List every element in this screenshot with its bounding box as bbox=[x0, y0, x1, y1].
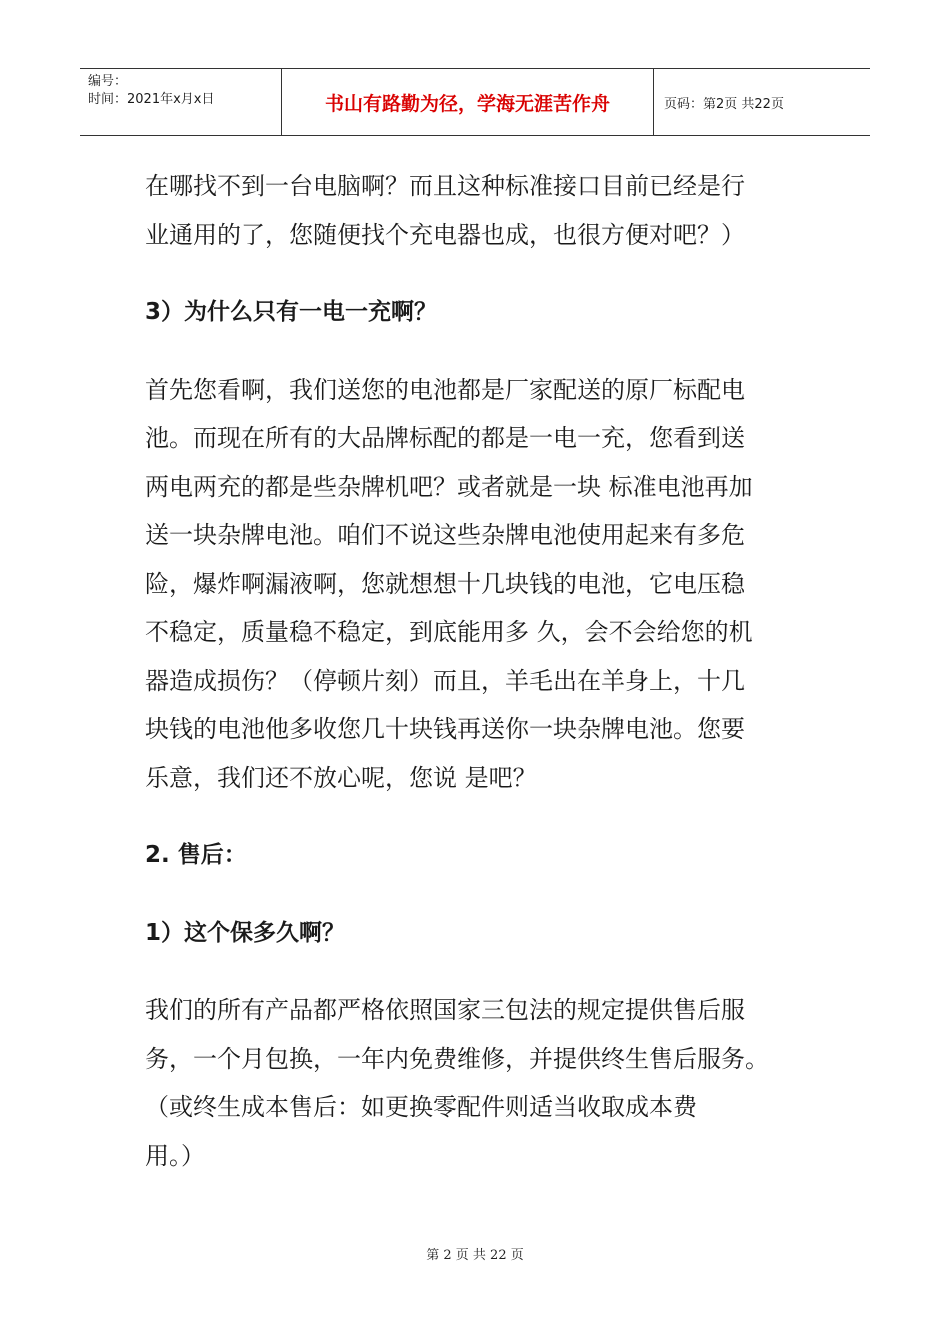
paragraph-line: 我们的所有产品都严格依照国家三包法的规定提供售后服 bbox=[145, 996, 745, 1024]
section-heading-after-sales: 2. 售后： bbox=[145, 842, 247, 868]
header-meta-cell bbox=[80, 69, 282, 135]
paragraph-line: 用。） bbox=[145, 1141, 205, 1170]
paragraph-line: 首先您看啊，我们送您的电池都是厂家配送的原厂标配电 bbox=[145, 375, 745, 404]
paragraph-spacer bbox=[145, 880, 810, 909]
paragraph-line: 池。而现在所有的大品牌标配的都是一电一充，您看到送 bbox=[145, 424, 745, 452]
header-motto-cell bbox=[282, 69, 654, 135]
paragraph-line: 险，爆炸啊漏液啊，您就想想十几块钱的电池，它电压稳 bbox=[145, 569, 745, 598]
paragraph-line: 两电两充的都是些杂牌机吧？或者就是一块 标准电池再加 bbox=[145, 472, 753, 501]
page-info: 页码：第2页 共22页 bbox=[664, 96, 784, 112]
paragraph-line: 在哪找不到一台电脑啊？而且这种标准接口目前已经是行 bbox=[145, 172, 745, 200]
page-footer: 第 2 页 共 22 页 bbox=[426, 1248, 524, 1263]
header-page-cell bbox=[654, 69, 870, 135]
paragraph-line: 器造成损伤？（停顿片刻）而且，羊毛出在羊身上，十几 bbox=[145, 666, 745, 695]
paragraph-line: 块钱的电池他多收您几十块钱再送你一块杂牌电池。您要 bbox=[145, 715, 745, 743]
paragraph-line: 务，一个月包换，一年内免费维修，并提供终生售后服务。 bbox=[145, 1044, 769, 1073]
paragraph-line: 不稳定，质量稳不稳定，到底能用多 久，会不会给您的机 bbox=[145, 618, 753, 646]
question-heading-3: 3）为什么只有一电一充啊？ bbox=[145, 299, 438, 325]
paragraph-line: 业通用的了，您随便找个充电器也成，也很方便对吧？） bbox=[145, 220, 745, 249]
document-body bbox=[145, 162, 810, 1180]
paragraph-line: （或终生成本售后：如更换零配件则适当收取成本费 bbox=[145, 1093, 697, 1121]
paragraph-spacer bbox=[145, 259, 810, 288]
paragraph-spacer bbox=[145, 337, 810, 366]
paragraph-line: 送一块杂牌电池。咱们不说这些杂牌电池使用起来有多危 bbox=[145, 521, 745, 549]
header-table bbox=[80, 68, 870, 136]
motto-text: 书山有路勤为径，学海无涯苦作舟 bbox=[324, 92, 610, 115]
question-heading-1: 1）这个保多久啊？ bbox=[145, 919, 346, 946]
serial-label: 编号： bbox=[88, 74, 128, 89]
paragraph-spacer bbox=[145, 957, 810, 986]
paragraph-line: 乐意，我们还不放心呢，您说 是吧？ bbox=[145, 763, 537, 792]
paragraph-spacer bbox=[145, 802, 810, 831]
time-label: 时间：2021年x月x日 bbox=[88, 92, 215, 107]
